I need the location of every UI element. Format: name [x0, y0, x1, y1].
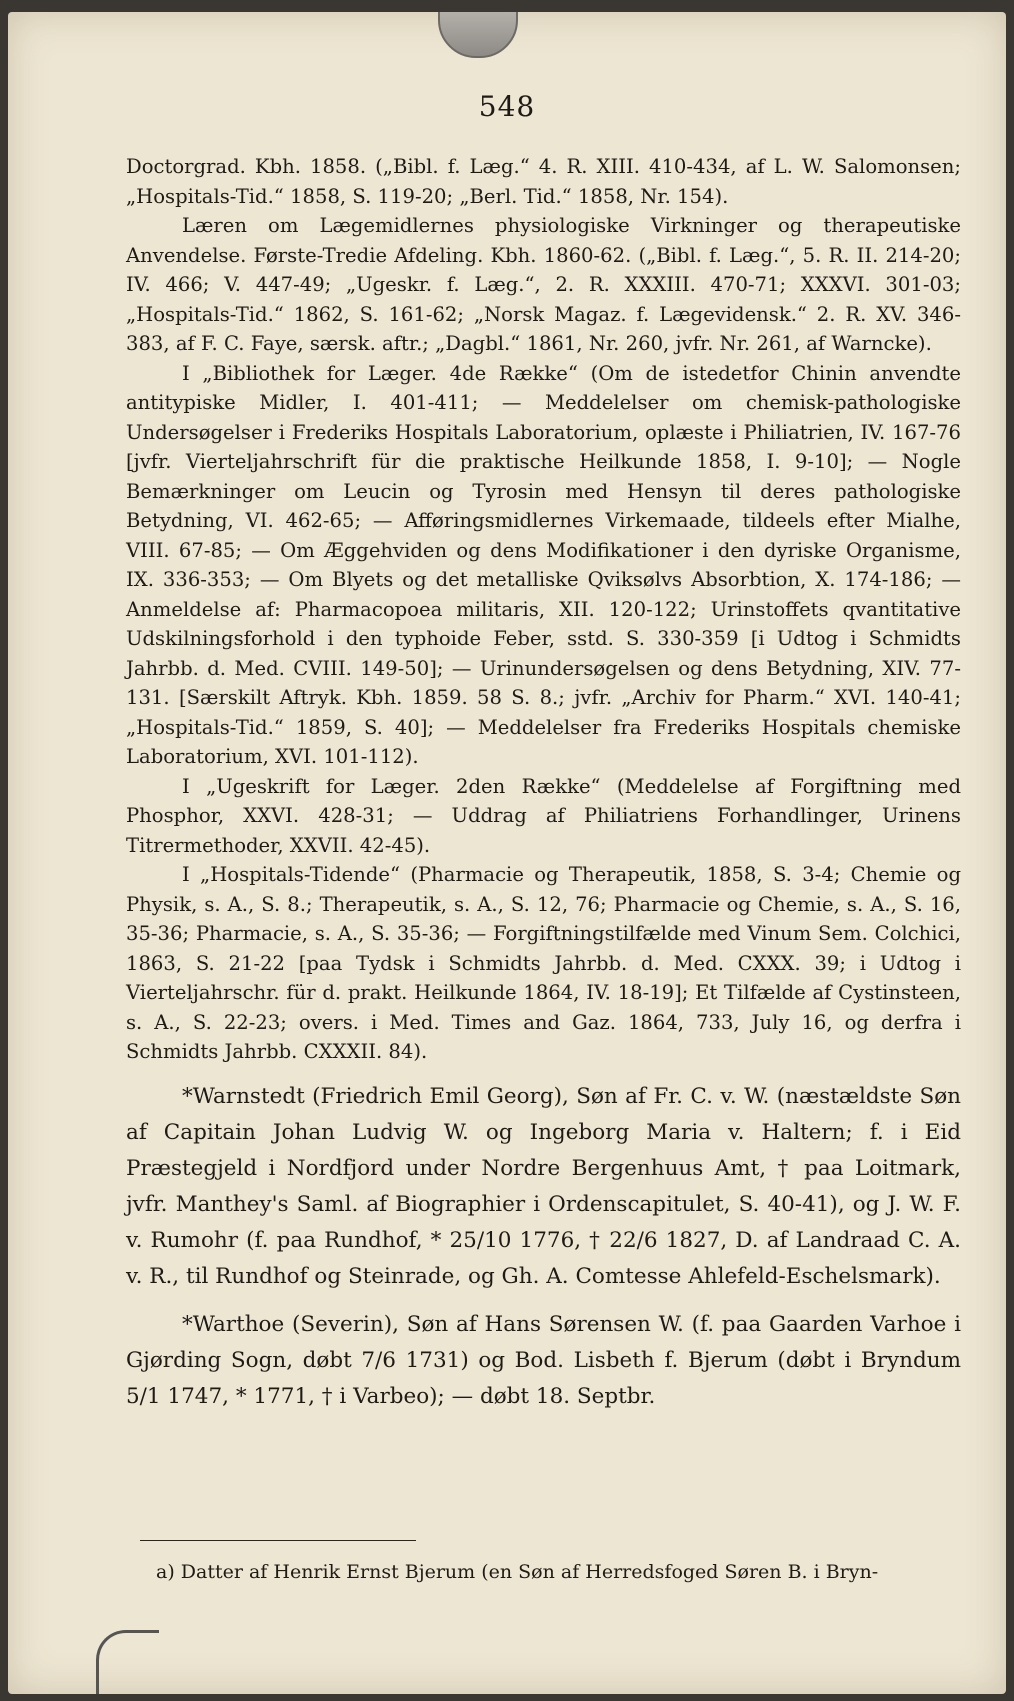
paragraph-laeren: Læren om Lægemidlernes physiologiske Virkninger og therapeutiske Anvendelse. Første-Tredie Afdeling. Kbh. 1860-62. („Bibl. f. Læg.“, 5. R. II. 214-20; IV. 466; V. 447-49; „Ugeskr. f. Læg.“, 2. R. XXXIII. 470-71; XXXVI. 301-03; „Hospitals-Tid.“ 1862, S. 161-62; „Norsk Magaz. f. Lægevidensk.“ 2. R. XV. 346-383, af F. C. Faye, særsk. aftr.; „Dagbl.“ 1861, Nr. 260, jvfr. Nr. 261, af Warncke).	[126, 214, 961, 355]
page-number: 548	[478, 90, 536, 123]
footnote: a) Datter af Henrik Ernst Bjerum (en Søn af Herredsfoged Søren B. i Bryn-	[156, 1561, 879, 1583]
footnote-divider	[140, 1540, 416, 1541]
paragraph-ugeskrift: I „Ugeskrift for Læger. 2den Række“ (Meddelelse af Forgiftning med Phosphor, XXVI. 428-31; — Uddrag af Philiatriens Forhandlinger, Urinens Titrermethoder, XXVII. 42-45).	[126, 774, 961, 857]
page-corner-mark	[96, 1630, 159, 1694]
paragraph-hospitals-tidende: I „Hospitals-Tidende“ (Pharmacie og Therapeutik, 1858, S. 3-4; Chemie og Physik, s. A., S. 8.; Therapeutik, s. A., S. 12, 76; Pharmacie og Chemie, s. A., S. 16, 35-36; Pharmacie, s. A., S. 35-36; — Forgiftningstilfælde med Vinum Sem. Colchici, 1863, S. 21-22 [paa Tydsk i Schmidts Jahrbb. d. Med. CXXX. 39; i Udtog i Vierteljahrschr. für d. prakt. Heilkunde 1864, IV. 18-19]; Et Tilfælde af Cystinsteen, s. A., S. 22-23; overs. i Med. Times and Gaz. 1864, 733, July 16, og derfra i Schmidts Jahrbb. CXXXII. 84).	[126, 863, 961, 1063]
paragraph-bibliothek: I „Bibliothek for Læger. 4de Række“ (Om de istedetfor Chinin anvendte antitypiske Midler, I. 401-411; — Meddelelser om chemisk-pathologiske Undersøgelser i Frederiks Hospitals Laboratorium, oplæste i Philiatrien, IV. 167-76 [jvfr. Vierteljahrschrift für die praktische Heilkunde 1858, I. 9-10]; — Nogle Bemærkninger om Leucin og Tyrosin med Hensyn til deres pathologiske Betydning, VI. 462-65; — Afføringsmidlernes Virkemaade, tildeels efter Mialhe, VIII. 67-85; — Om Æggehviden og dens Modifikationer i den dyriske Organisme, IX. 336-353; — Om Blyets og det metalliske Qviksølvs Absorbtion, X. 174-186; — Anmeldelse af: Pharmacopoea militaris, XII. 120-122; Urinstoffets qvantitative Udskilningsforhold i den typhoide Feber, sstd. S. 330-359 [i Udtog i Schmidts Jahrbb. d. Med. CVIII. 149-50]; — Urinundersøgelsen og dens Betydning, XIV. 77-131. [Særskilt Aftryk. Kbh. 1859. 58 S. 8.; jvfr. „Archiv for Pharm.“ XVI. 140-41; „Hospitals-Tid.“ 1859, S. 40]; — Meddelelser fra Frederiks Hospitals chemiske Laboratorium, XVI. 101-112).	[126, 361, 961, 768]
entry-warnstedt: *Warnstedt (Friedrich Emil Georg), Søn af Fr. C. v. W. (næstældste Søn af Capitain Johan Ludvig W. og Ingeborg Maria v. Haltern; f. i Eid Præstegjeld i Nordfjord under Nordre Bergenhuus Amt, † paa Loitmark, jvfr. Manthey's Saml. af Biographier i Ordenscapitulet, S. 40-41), og J. W. F. v. Rumohr (f. paa Rundhof, * 25/10 1776, † 22/6 1827, D. af Landraad C. A. v. R., til Rundhof og Steinrade, og Gh. A. Comtesse Ahlefeld-Eschelsmark).	[126, 1083, 961, 1289]
paragraph-doctorgrad: Doctorgrad. Kbh. 1858. („Bibl. f. Læg.“ 4. R. XIII. 410-434, af L. W. Salomonsen; „Hospitals-Tid.“ 1858, S. 119-20; „Berl. Tid.“ 1858, Nr. 154).	[126, 155, 961, 208]
page-body	[126, 152, 961, 1415]
entry-warthoe: *Warthoe (Severin), Søn af Hans Sørensen W. (f. paa Gaarden Varhoe i Gjørding Sogn, døbt 7/6 1731) og Bod. Lisbeth f. Bjerum (døbt i Bryndum 5/1 1747, * 1771, † i Varbeo); — døbt 18. Septbr.	[126, 1311, 961, 1409]
binder-clip	[438, 12, 518, 58]
book-page	[8, 12, 1006, 1694]
